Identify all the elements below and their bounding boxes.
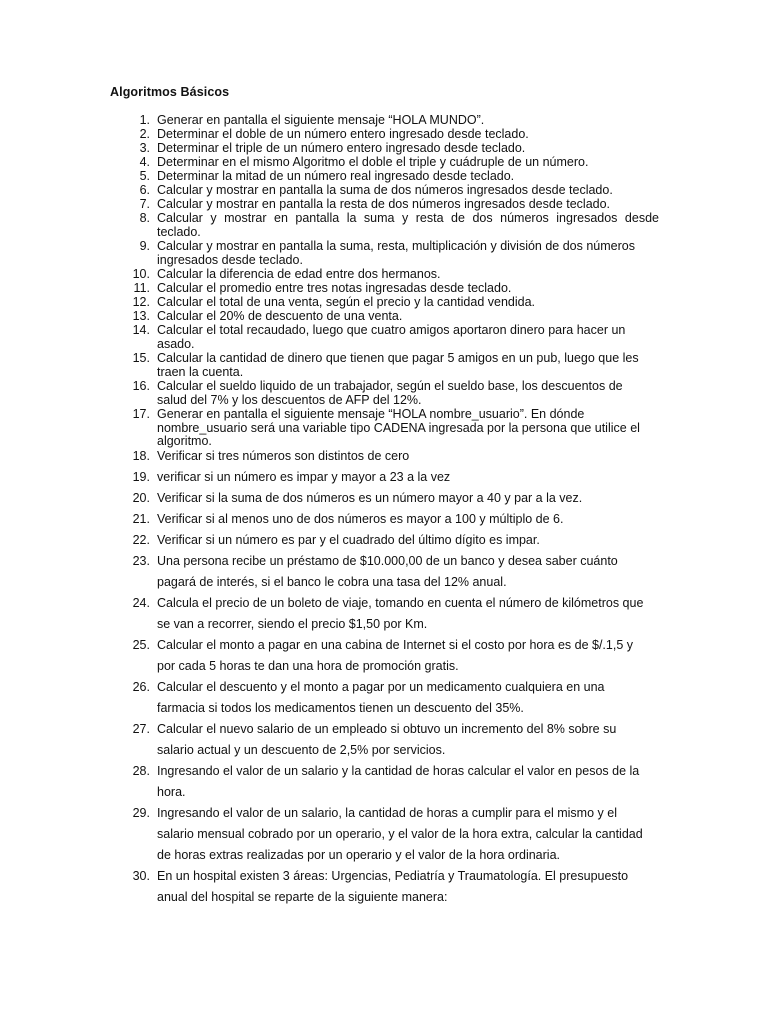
item-number: 25. bbox=[132, 638, 150, 652]
item-text: Generar en pantalla el siguiente mensaje “HOLA MUNDO”. bbox=[157, 113, 485, 127]
item-text: Determinar el doble de un número entero ingresado desde teclado. bbox=[157, 127, 529, 141]
item-text: Calcular y mostrar en pantalla la resta de dos números ingresados desde teclado. bbox=[157, 197, 611, 211]
item-text: farmacia si todos los medicamentos tienen un descuento del 35%. bbox=[157, 701, 524, 715]
item-text: Calcular el total recaudado, luego que cuatro amigos aportaron dinero para hacer un bbox=[157, 323, 626, 337]
item-number: 1. bbox=[139, 113, 150, 127]
item-text: traen la cuenta. bbox=[157, 364, 244, 379]
item-number: 29. bbox=[132, 806, 150, 820]
item-text: Calcular la cantidad de dinero que tienen que pagar 5 amigos en un pub, luego que les bbox=[157, 351, 639, 365]
item-number: 18. bbox=[132, 449, 150, 463]
item-text: Calcula el precio de un boleto de viaje, tomando en cuenta el número de kilómetros que bbox=[157, 596, 644, 610]
item-text: Verificar si al menos uno de dos números es mayor a 100 y múltiplo de 6. bbox=[157, 512, 564, 526]
item-number: 4. bbox=[139, 155, 150, 169]
item-text: salario actual y un descuento de 2,5% por servicios. bbox=[157, 743, 446, 757]
item-text: ingresados desde teclado. bbox=[157, 252, 303, 267]
item-number: 10. bbox=[132, 267, 150, 281]
item-text: En un hospital existen 3 áreas: Urgencias, Pediatría y Traumatología. El presupuesto bbox=[157, 869, 629, 883]
item-number: 5. bbox=[139, 169, 150, 183]
item-text: se van a recorrer, siendo el precio $1,50 por Km. bbox=[157, 617, 428, 631]
item-number: 11. bbox=[133, 281, 150, 295]
item-number: 27. bbox=[132, 722, 150, 736]
item-number: 8. bbox=[139, 211, 150, 225]
item-text: nombre_usuario será una variable tipo CADENA ingresada por la persona que utilice el bbox=[157, 420, 640, 435]
item-text: Calcular y mostrar en pantalla la suma y resta de dos números ingresados desde bbox=[157, 211, 659, 225]
item-number: 3. bbox=[139, 141, 150, 155]
item-text: asado. bbox=[157, 336, 195, 351]
item-text: salario mensual cobrado por un operario, y el valor de la hora extra, calcular la cantidad bbox=[157, 827, 643, 841]
item-text: Calcular el descuento y el monto a pagar por un medicamento cualquiera en una bbox=[157, 680, 605, 694]
item-number: 12. bbox=[132, 295, 150, 309]
item-number: 28. bbox=[132, 764, 150, 778]
item-number: 22. bbox=[132, 533, 150, 547]
item-text: Determinar el triple de un número entero ingresado desde teclado. bbox=[157, 141, 526, 155]
item-text: Calcular el total de una venta, según el precio y la cantidad vendida. bbox=[157, 295, 536, 309]
item-text: hora. bbox=[157, 785, 186, 799]
item-text: Determinar en el mismo Algoritmo el doble el triple y cuádruple de un número. bbox=[157, 155, 589, 169]
item-text: teclado. bbox=[157, 224, 201, 239]
item-text: Calcular el promedio entre tres notas ingresadas desde teclado. bbox=[157, 281, 512, 295]
item-number: 19. bbox=[132, 470, 150, 484]
item-text: Verificar si tres números son distintos de cero bbox=[157, 449, 410, 463]
item-text: por cada 5 horas te dan una hora de promoción gratis. bbox=[157, 659, 459, 673]
item-text: Calcular y mostrar en pantalla la suma de dos números ingresados desde teclado. bbox=[157, 183, 613, 197]
item-number: 2. bbox=[139, 127, 150, 141]
item-text: Calcular y mostrar en pantalla la suma, resta, multiplicación y división de dos números bbox=[157, 239, 635, 253]
item-text: Calcular el nuevo salario de un empleado si obtuvo un incremento del 8% sobre su bbox=[157, 722, 617, 736]
item-text: Determinar la mitad de un número real ingresado desde teclado. bbox=[157, 169, 515, 183]
item-text: Calcular la diferencia de edad entre dos hermanos. bbox=[157, 267, 441, 281]
item-number: 24. bbox=[132, 596, 150, 610]
item-text: Una persona recibe un préstamo de $10.000,00 de un banco y desea saber cuánto bbox=[157, 554, 618, 568]
document-title: Algoritmos Básicos bbox=[110, 85, 230, 99]
item-number: 21. bbox=[132, 512, 150, 526]
item-text: salud del 7% y los descuentos de AFP del 12%. bbox=[157, 392, 422, 407]
item-number: 7. bbox=[139, 197, 150, 211]
item-number: 14. bbox=[132, 323, 150, 337]
item-number: 15. bbox=[132, 351, 150, 365]
item-text: Ingresando el valor de un salario, la cantidad de horas a cumplir para el mismo y el bbox=[157, 806, 617, 820]
item-text: Ingresando el valor de un salario y la cantidad de horas calcular el valor en pesos de la bbox=[157, 764, 640, 778]
item-number: 13. bbox=[132, 309, 150, 323]
item-text: Calcular el monto a pagar en una cabina de Internet si el costo por hora es de $/.1,5 y bbox=[157, 638, 633, 652]
item-number: 20. bbox=[132, 491, 150, 505]
item-text: Calcular el sueldo liquido de un trabajador, según el sueldo base, los descuentos de bbox=[157, 379, 623, 393]
item-number: 16. bbox=[132, 379, 150, 393]
item-text: Verificar si la suma de dos números es un número mayor a 40 y par a la vez. bbox=[157, 491, 583, 505]
item-text: verificar si un número es impar y mayor a 23 a la vez bbox=[157, 470, 451, 484]
item-text: anual del hospital se reparte de la siguiente manera: bbox=[157, 890, 448, 904]
item-number: 6. bbox=[139, 183, 150, 197]
item-text: algoritmo. bbox=[157, 434, 212, 449]
item-number: 23. bbox=[132, 554, 150, 568]
item-number: 9. bbox=[139, 239, 150, 253]
item-text: Verificar si un número es par y el cuadrado del último dígito es impar. bbox=[157, 533, 540, 547]
item-text: Generar en pantalla el siguiente mensaje “HOLA nombre_usuario”. En dónde bbox=[157, 407, 585, 421]
item-number: 26. bbox=[132, 680, 150, 694]
item-text: de horas extras realizadas por un operario y el valor de la hora ordinaria. bbox=[157, 848, 561, 862]
item-number: 17. bbox=[132, 407, 150, 421]
item-number: 30. bbox=[132, 869, 150, 883]
item-text: Calcular el 20% de descuento de una venta. bbox=[157, 309, 403, 323]
item-text: pagará de interés, si el banco le cobra una tasa del 12% anual. bbox=[157, 575, 507, 589]
